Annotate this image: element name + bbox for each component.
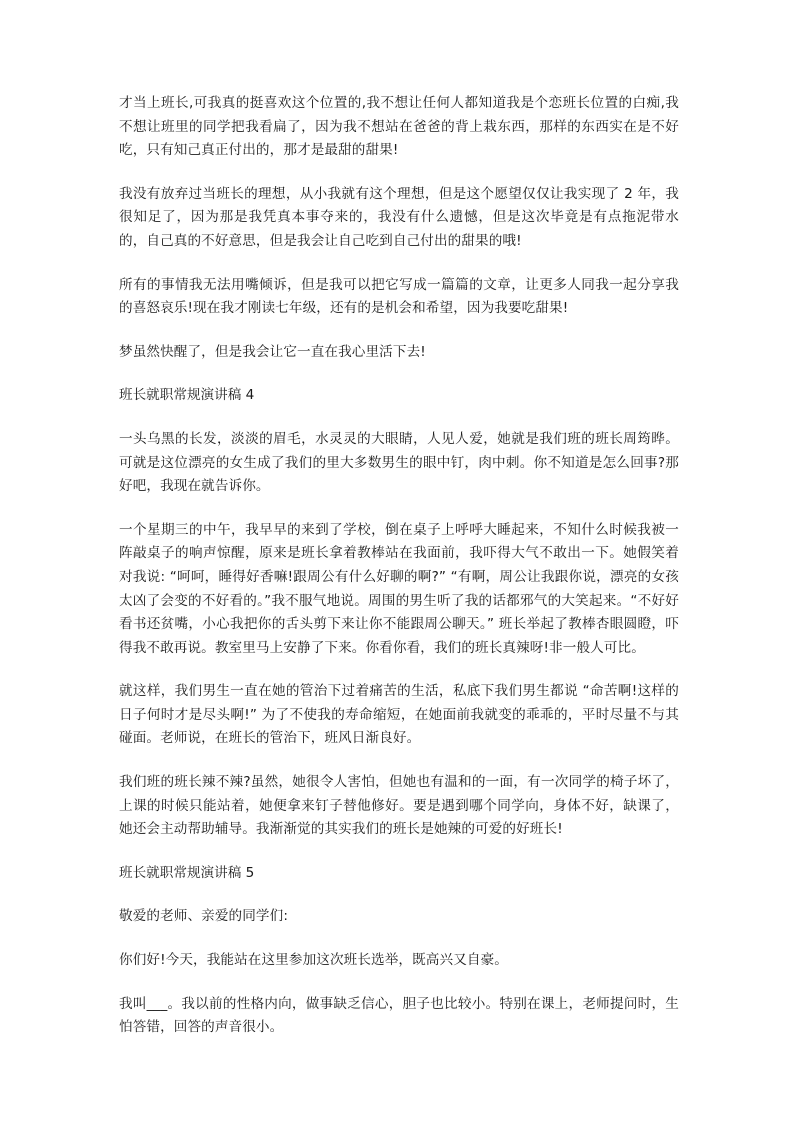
- paragraph: 我没有放弃过当班长的理想，从小我就有这个理想，但是这个愿望仅仅让我实现了 2 年，我很知足了，因为那是我凭真本事夺来的，我没有什么遗憾，但是这次毕竟是有点拖泥带水的，自己真的不好意思，但是我会让自己吃到自己付出的甜果的哦!: [119, 185, 679, 249]
- paragraph: 就这样，我们男生一直在她的管治下过着痛苦的生活，私底下我们男生都说 “命苦啊!这样的日子何时才是尽头啊!” 为了不使我的寿命缩短，在她面前我就变的乖乖的，平时尽量不与其碰面。老师说，在班长的管治下，班风日渐良好。: [119, 683, 679, 747]
- paragraph: 你们好!今天，我能站在这里参加这次班长选举，既高兴又自豪。: [119, 952, 508, 969]
- paragraph-gap: [119, 163, 679, 183]
- paragraph-gap: [119, 499, 679, 519]
- paragraph-gap: [119, 408, 679, 428]
- section-heading: 班长就职常规演讲稿 5: [119, 864, 255, 881]
- paragraph: 一个星期三的中午，我早早的来到了学校，倒在桌子上呼呼大睡起来，不知什么时候我被一阵敲桌子的响声惊醒，原来是班长拿着教棒站在我面前，我吓得大气不敢出一下。她假笑着对我说: “呵呵，睡得好香嘛!跟周公有什么好聊的啊?” “有啊，周公让我跟你说，漂亮的女孩太凶了会变的不好看的。”我不服气地说。周围的男生听了我的话都邪气的大笑起来。“不好好看书还贫嘴，小心我把你的舌头剪下来让你不能跟周公聊天。” 班长举起了教棒杏眼圆瞪，吓得我不敢再说。教室里马上安静了下来。你看你看，我们的班长真辣呀!非一般人可比。: [119, 521, 679, 656]
- paragraph: 我们班的班长辣不辣?虽然，她很令人害怕，但她也有温和的一面，有一次同学的椅子坏了，上课的时候只能站着，她便拿来钉子替他修好。要是遇到哪个同学向，身体不好，缺课了，她还会主动帮助辅导。我渐渐觉的其实我们的班长是她辣的可爱的好班长!: [119, 774, 679, 838]
- paragraph-gap: [119, 364, 679, 384]
- paragraph: 才当上班长,可我真的挺喜欢这个位置的,我不想让任何人都知道我是个恋班长位置的白痴,我不想让班里的同学把我看扁了，因为我不想站在爸爸的背上栽东西，那样的东西实在是不好吃，只有知己真正付出的，那才是最甜的甜果!: [119, 95, 679, 159]
- document-page: [119, 92, 679, 1040]
- paragraph-gap: [119, 254, 679, 274]
- paragraph-gap: [119, 973, 679, 993]
- paragraph-gap: [119, 842, 679, 862]
- paragraph: 梦虽然快醒了，但是我会让它一直在我心里活下去!: [119, 343, 426, 360]
- paragraph-gap: [119, 751, 679, 771]
- paragraph-gap: [119, 885, 679, 905]
- paragraph-gap: [119, 929, 679, 949]
- paragraph: 一头乌黑的长发，淡淡的眉毛，水灵灵的大眼睛，人见人爱，她就是我们班的班长周筠晔。可就是这位漂亮的女生成了我们的里大多数男生的眼中钉，肉中刺。你不知道是怎么回事?那好吧，我现在就告诉你。: [119, 430, 679, 495]
- paragraph-gap: [119, 660, 679, 680]
- paragraph: 所有的事情我无法用嘴倾诉，但是我可以把它写成一篇篇的文章，让更多人同我一起分享我的喜怒哀乐!现在我才刚读七年级，还有的是机会和希望，因为我要吃甜果!: [119, 276, 679, 317]
- section-heading: 班长就职常规演讲稿 4: [119, 387, 255, 404]
- paragraph: 我叫___。我以前的性格内向，做事缺乏信心，胆子也比较小。特别在课上，老师提问时，生怕答错，回答的声音很小。: [119, 995, 679, 1036]
- paragraph-gap: [119, 321, 679, 341]
- paragraph: 敬爱的老师、亲爱的同学们:: [119, 908, 289, 925]
